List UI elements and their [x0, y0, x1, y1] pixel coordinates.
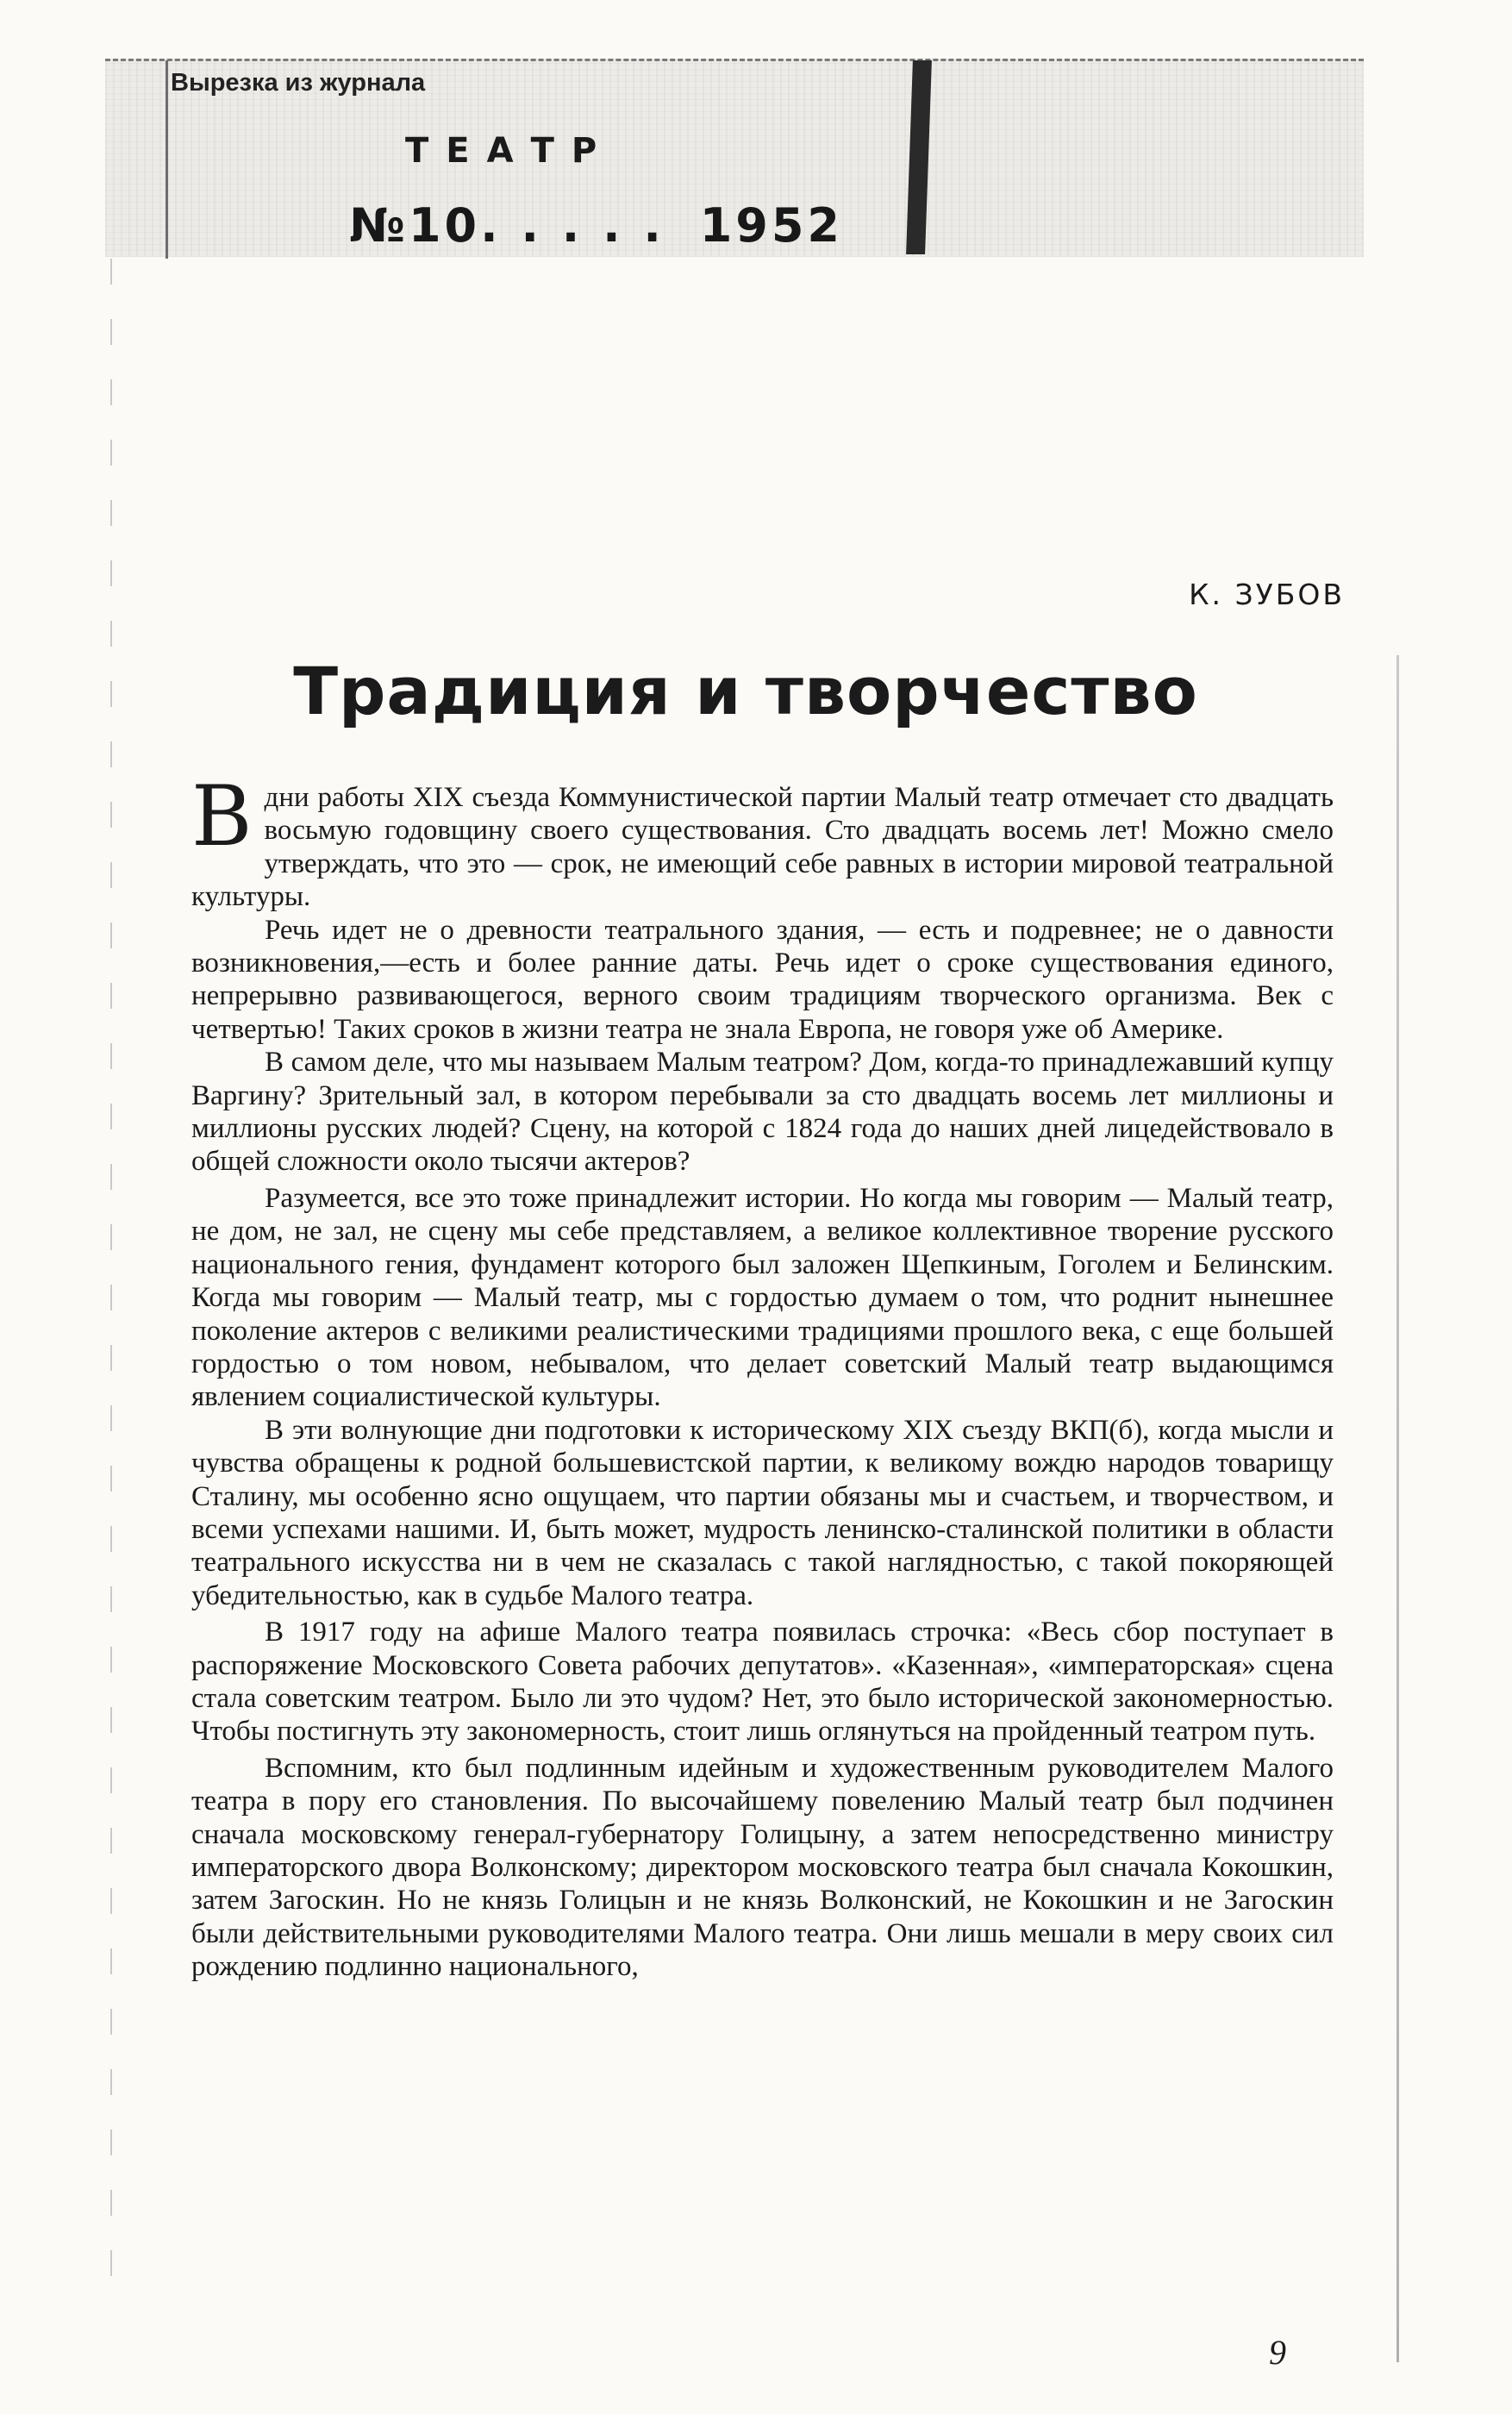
stamp-label: Вырезка из журнала: [171, 69, 426, 97]
page-number: 9: [1269, 2333, 1286, 2372]
stamp-issue-number: №10.: [349, 198, 502, 253]
paragraph-1: Вдни работы XIX съезда Коммунистической партии Малый театр отмечает сто двадцать восьмую годовщину своего существования. Сто двадцать восемь лет! Можно смело утверждать, что это — срок, не имеющий себе равных в истории мировой театральной культуры.: [191, 768, 1334, 913]
paragraph-3: В самом деле, что мы называем Малым театром? Дом, когда-то принадлежавший купцу Варгину? Зрительный зал, в котором перебывали за сто двадцать восемь лет миллионы и миллионы русских людей? Сцену, на которой с 1824 года до наших дней лицедействовало в общей сложности около тысячи актеров?: [191, 1047, 1334, 1178]
paragraph-7: Вспомним, кто был подлинным идейным и художественным руководителем Малого театра в пору его становления. По высочайшему повелению Малый театр был подчинен сначала московскому генерал-губернатору Голицыну, а затем непосредственно министру императорского двора Волконскому; директором московского театра был сначала Кокошкин, затем Загоскин. Но не князь Голицын и не князь Волконский, не Кокошкин и не Загоскин были действительными руководителями Малого театра. Они лишь мешали в меру своих сил рождению подлинно национального,: [191, 1752, 1334, 1983]
paragraph-6: В 1917 году на афише Малого театра появилась строчка: «Весь сбор поступает в распоряжение Московского Совета рабочих депутатов». «Казенная», «императорская» сцена стала советским театром. Было ли это чудом? Нет, это было исторической закономерностью. Чтобы постигнуть эту закономерность, стоит лишь оглянуться на пройденный театром путь.: [191, 1617, 1334, 1748]
stamp-year: 1952: [699, 198, 843, 253]
stamp-vertical-line: [166, 60, 168, 259]
page-right-edge: [1396, 655, 1399, 2362]
article-title: Традиция и творчество: [293, 653, 1198, 729]
paragraph-5: В эти волнующие дни подготовки к историческому XIX съезду ВКП(б), когда мысли и чувства обращены к родной большевистской партии, к великому вождю народов товарищу Сталину, мы особенно ясно ощущаем, что партии обязаны мы и счастьем, и творчеством, и всеми успехами нашими. И, быть может, мудрость ленинско-сталинской политики в области театрального искусства ни в чем не сказалась с такой наглядностью, с такой покоряющей убедительностью, как в судьбе Малого театра.: [191, 1414, 1334, 1611]
paragraph-4: Разумеется, все это тоже принадлежит истории. Но когда мы говорим — Малый театр, не дом, не зал, не сцену мы себе представляем, а великое коллективное творение русского национального гения, фундамент которого был заложен Щепкиным, Гоголем и Белинским. Когда мы говорим — Малый театр, мы с гордостью думаем о том, что роднит нынешнее поколение актеров с великими реалистическими традициями прошлого века, с еще большей гордостью о том новом, небывалом, что делает советский Малый театр выдающимся явлением социалистической культуры.: [191, 1182, 1334, 1413]
paragraph-2: Речь идет не о древности театрального здания, — есть и подревнее; не о давности возникновения,—есть и более ранние даты. Речь идет о сроке существования единого, непрерывно развивающегося, верного своим традициям творческого организма. Век с четвертью! Таких сроков в жизни театра не знала Европа, не говоря уже об Америке.: [191, 914, 1334, 1045]
stamp-issue: №10. . . . . 1952: [349, 198, 843, 253]
stamp-journal-name: ТЕАТР: [405, 131, 615, 171]
drop-cap: В: [191, 768, 253, 865]
page-left-edge: [110, 259, 112, 2276]
article-author: К. ЗУБОВ: [1189, 578, 1345, 611]
stamp-cut-line: [105, 59, 1364, 61]
article-body: [191, 768, 1334, 1984]
